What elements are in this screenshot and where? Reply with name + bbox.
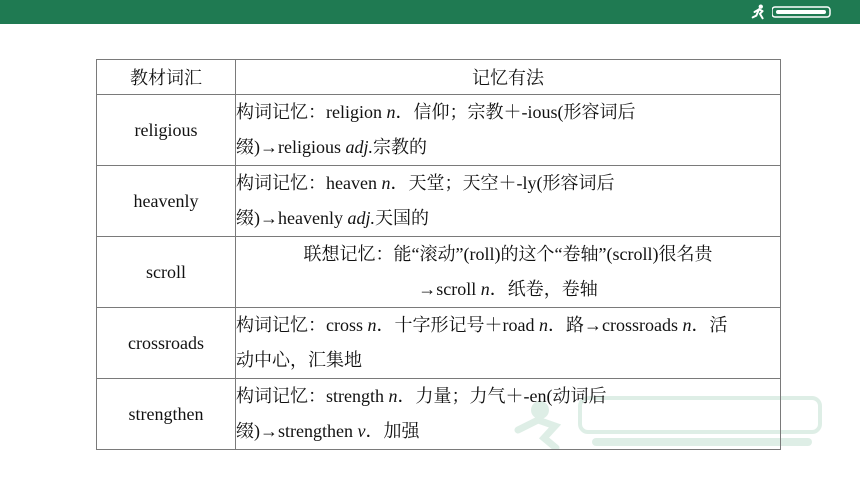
- method-text: ．天堂；天空＋-ly(形容词后: [390, 173, 615, 193]
- logo-wordmark-icon: [772, 5, 832, 19]
- method-line: [236, 343, 780, 378]
- table-row: [97, 379, 781, 450]
- vocab-word: crossroads: [97, 308, 236, 379]
- runner-logo-icon: [750, 3, 768, 21]
- table-header-row: [97, 60, 781, 95]
- method-text: ．活: [691, 315, 728, 335]
- method-text: ．十字形记号＋road: [376, 315, 539, 335]
- method-text: 缀)→heavenly: [236, 208, 348, 228]
- method-text: 天国的: [374, 208, 429, 228]
- header-word: 教材词汇: [97, 60, 236, 95]
- header-method: 记忆有法: [236, 60, 781, 95]
- part-of-speech: n: [386, 102, 396, 122]
- method-text: 缀)→strengthen: [236, 421, 358, 441]
- site-logo: [750, 2, 832, 22]
- method-text: ．加强: [365, 421, 420, 441]
- part-of-speech: adj.: [347, 208, 375, 228]
- method-line: [236, 130, 780, 165]
- memory-method: [236, 166, 781, 237]
- method-line: [236, 308, 780, 343]
- method-text: 构词记忆：cross: [236, 315, 368, 335]
- vocab-word: heavenly: [97, 166, 236, 237]
- vocabulary-table: [96, 59, 781, 450]
- method-text: →scroll: [418, 279, 481, 299]
- memory-method: [236, 379, 781, 450]
- vocab-word: religious: [97, 95, 236, 166]
- method-line: [236, 201, 780, 236]
- part-of-speech: n: [538, 315, 548, 335]
- method-text: 联想记忆：能“滚动”(roll)的这个“卷轴”(scroll)很名贵: [303, 244, 713, 264]
- method-line: [236, 414, 780, 449]
- method-text: ．纸卷，卷轴: [489, 279, 598, 299]
- method-text: 动中心，汇集地: [236, 350, 362, 370]
- method-text: 构词记忆：strength: [236, 386, 389, 406]
- part-of-speech: adj.: [345, 137, 374, 157]
- part-of-speech: n: [381, 173, 391, 193]
- method-text: ．力量；力气＋-en(动词后: [397, 386, 607, 406]
- method-line: [236, 237, 780, 272]
- method-line: [236, 379, 780, 414]
- part-of-speech: v: [357, 421, 366, 441]
- part-of-speech: n: [480, 279, 490, 299]
- top-header-bar: [0, 0, 860, 24]
- method-text: ．信仰；宗教＋-ious(形容词后: [395, 102, 636, 122]
- method-line: [236, 272, 780, 307]
- method-line: [236, 95, 780, 130]
- vocab-word: scroll: [97, 237, 236, 308]
- part-of-speech: n: [682, 315, 692, 335]
- table-row: [97, 95, 781, 166]
- method-line: [236, 166, 780, 201]
- memory-method: [236, 308, 781, 379]
- method-text: 构词记忆：religion: [236, 102, 387, 122]
- part-of-speech: n: [367, 315, 377, 335]
- part-of-speech: n: [388, 386, 398, 406]
- vocab-word: strengthen: [97, 379, 236, 450]
- memory-method: [236, 237, 781, 308]
- method-text: ．路→crossroads: [547, 315, 683, 335]
- memory-method: [236, 95, 781, 166]
- method-text: 缀)→religious: [236, 137, 346, 157]
- method-text: 构词记忆：heaven: [236, 173, 382, 193]
- method-text: 宗教的: [373, 137, 428, 157]
- table-row: [97, 237, 781, 308]
- table-row: [97, 166, 781, 237]
- table-row: [97, 308, 781, 379]
